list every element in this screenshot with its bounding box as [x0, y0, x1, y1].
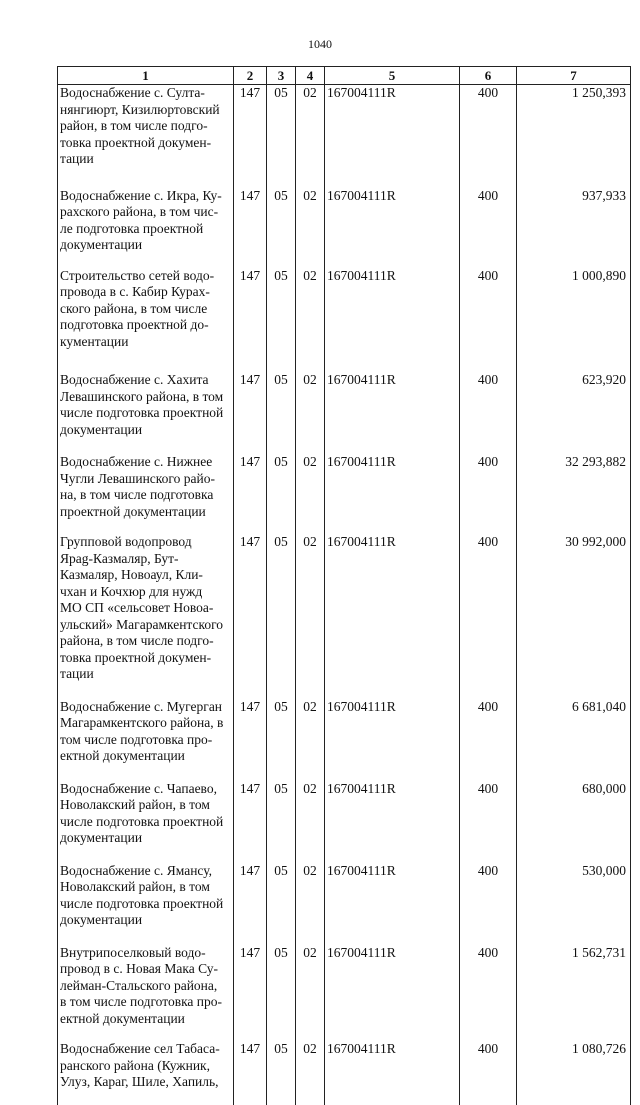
description-line: Водоснабжение с. Султа- [60, 85, 205, 100]
cell-expense-type: 400 [460, 188, 517, 268]
cell-amount: 1 080,726 [517, 1041, 631, 1105]
description-line: ектной документации [60, 748, 185, 763]
header-col-1: 1 [58, 67, 234, 85]
cell-amount: 6 681,040 [517, 699, 631, 781]
cell-amount: 30 992,000 [517, 534, 631, 699]
cell-amount: 937,933 [517, 188, 631, 268]
cell-target-article: 167004111R [325, 268, 460, 373]
cell-expense-type: 400 [460, 699, 517, 781]
description-line: документации [60, 912, 143, 927]
description-line: Внутрипоселковый водо- [60, 944, 206, 960]
description-line: Магарамкентского района, в [60, 715, 224, 730]
budget-table [57, 66, 631, 1105]
cell-subsection: 02 [296, 188, 325, 268]
description-line: нянгиюрт, Кизилюртовский [60, 101, 220, 117]
description-line: проектной документации [60, 503, 206, 519]
cell-admin-code: 147 [234, 699, 267, 781]
cell-subsection: 02 [296, 454, 325, 534]
description-line: ранского района (Кужник, [60, 1057, 210, 1073]
description-line: тации [60, 666, 94, 681]
description-line: Строительство сетей водо- [60, 267, 215, 283]
cell-section: 05 [267, 945, 296, 1042]
table-row [58, 945, 631, 1042]
cell-description [58, 699, 234, 781]
cell-target-article: 167004111R [325, 534, 460, 699]
description-line: района, в том числе подго- [60, 633, 214, 648]
description-line: Водоснабжение с. Икра, Ку- [60, 187, 222, 203]
description-line: ле подготовка проектной [60, 220, 204, 236]
description-line: Левашинского района, в том [60, 388, 224, 404]
cell-section: 05 [267, 372, 296, 454]
description-line: документации [60, 237, 143, 252]
cell-target-article: 167004111R [325, 85, 460, 188]
cell-admin-code: 147 [234, 188, 267, 268]
cell-target-article: 167004111R [325, 699, 460, 781]
description-line: тации [60, 151, 94, 166]
cell-amount: 680,000 [517, 781, 631, 863]
cell-subsection: 02 [296, 699, 325, 781]
table-row [58, 863, 631, 945]
cell-expense-type: 400 [460, 372, 517, 454]
description-line: Водоснабжение с. Нижнее [60, 454, 213, 469]
description-line: подготовка проектной до- [60, 317, 209, 332]
cell-subsection: 02 [296, 863, 325, 945]
description-line: рахского района, в том чис- [60, 204, 219, 219]
table-row [58, 454, 631, 534]
description-line: кументации [60, 333, 129, 349]
cell-subsection: 02 [296, 781, 325, 863]
cell-expense-type: 400 [460, 85, 517, 188]
table-row [58, 188, 631, 268]
description-line: Водоснабжение с. Ямансу, [60, 862, 213, 878]
cell-subsection: 02 [296, 85, 325, 188]
description-line: том числе подготовка про- [60, 731, 213, 747]
description-line: Водоснабжение с. Хахита [60, 372, 209, 387]
table-row [58, 781, 631, 863]
cell-description [58, 1041, 234, 1105]
description-line: ульский» Магарамкентского [60, 616, 224, 632]
cell-description [58, 781, 234, 863]
cell-section: 05 [267, 1041, 296, 1105]
cell-admin-code: 147 [234, 372, 267, 454]
cell-admin-code: 147 [234, 534, 267, 699]
header-col-4: 4 [296, 67, 325, 85]
cell-expense-type: 400 [460, 534, 517, 699]
description-line: Новолакский район, в том [60, 879, 210, 894]
page-number: 1040 [308, 37, 332, 51]
header-col-2: 2 [234, 67, 267, 85]
cell-admin-code: 147 [234, 945, 267, 1042]
cell-amount: 1 250,393 [517, 85, 631, 188]
cell-section: 05 [267, 85, 296, 188]
cell-admin-code: 147 [234, 781, 267, 863]
description-line: Групповой водопровод [60, 534, 192, 549]
cell-target-article: 167004111R [325, 781, 460, 863]
cell-amount: 1 000,890 [517, 268, 631, 373]
description-line: ектной документации [60, 1010, 185, 1026]
cell-section: 05 [267, 863, 296, 945]
table-row [58, 1041, 631, 1105]
cell-admin-code: 147 [234, 268, 267, 373]
table-row [58, 534, 631, 699]
cell-amount: 32 293,882 [517, 454, 631, 534]
cell-description [58, 863, 234, 945]
cell-expense-type: 400 [460, 945, 517, 1042]
cell-admin-code: 147 [234, 85, 267, 188]
description-line: документации [60, 421, 143, 437]
cell-section: 05 [267, 454, 296, 534]
header-row [58, 67, 631, 85]
header-col-3: 3 [267, 67, 296, 85]
cell-expense-type: 400 [460, 1041, 517, 1105]
cell-subsection: 02 [296, 1041, 325, 1105]
cell-target-article: 167004111R [325, 1041, 460, 1105]
table-row [58, 85, 631, 188]
description-line: товка проектной докумен- [60, 134, 212, 150]
cell-expense-type: 400 [460, 454, 517, 534]
description-line: чхан и Кочхюр для нужд [60, 583, 203, 599]
cell-subsection: 02 [296, 945, 325, 1042]
cell-description [58, 85, 234, 188]
table-row [58, 372, 631, 454]
cell-subsection: 02 [296, 268, 325, 373]
description-line: числе подготовка проектной [60, 405, 224, 420]
cell-section: 05 [267, 699, 296, 781]
description-line: лейман-Стальского района, [60, 977, 218, 993]
description-line: провода в с. Кабир Курах- [60, 284, 210, 299]
cell-amount: 1 562,731 [517, 945, 631, 1042]
description-line: Новолакский район, в том [60, 797, 210, 812]
cell-admin-code: 147 [234, 1041, 267, 1105]
cell-amount: 623,920 [517, 372, 631, 454]
cell-subsection: 02 [296, 534, 325, 699]
table-row [58, 268, 631, 373]
cell-description [58, 188, 234, 268]
description-line: Ярag-Казмаляр, Бут- [60, 550, 179, 566]
cell-expense-type: 400 [460, 781, 517, 863]
description-line: в том числе подготовка про- [60, 994, 223, 1009]
description-line: район, в том числе подго- [60, 118, 208, 133]
description-line: МО СП «сельсовет Новоа- [60, 600, 214, 615]
header-col-6: 6 [460, 67, 517, 85]
cell-section: 05 [267, 188, 296, 268]
cell-description [58, 268, 234, 373]
cell-target-article: 167004111R [325, 945, 460, 1042]
header-col-5: 5 [325, 67, 460, 85]
cell-target-article: 167004111R [325, 863, 460, 945]
cell-subsection: 02 [296, 372, 325, 454]
description-line: Водоснабжение с. Мугерган [60, 698, 223, 714]
description-line: документации [60, 830, 143, 845]
cell-expense-type: 400 [460, 863, 517, 945]
cell-description [58, 945, 234, 1042]
description-line: ского района, в том числе [60, 300, 208, 316]
cell-amount: 530,000 [517, 863, 631, 945]
description-line: Улуз, Караг, Шиле, Хапиль, [60, 1074, 219, 1089]
cell-description [58, 454, 234, 534]
description-line: Водоснабжение сел Табаса- [60, 1041, 220, 1056]
cell-section: 05 [267, 534, 296, 699]
cell-description [58, 534, 234, 699]
cell-target-article: 167004111R [325, 372, 460, 454]
description-line: числе подготовка проектной [60, 895, 224, 911]
description-line: числе подготовка проектной [60, 813, 224, 829]
cell-description [58, 372, 234, 454]
description-line: товка проектной докумен- [60, 649, 212, 665]
cell-target-article: 167004111R [325, 454, 460, 534]
cell-section: 05 [267, 268, 296, 373]
description-line: провод в с. Новая Мака Су- [60, 961, 219, 976]
cell-section: 05 [267, 781, 296, 863]
description-line: на, в том числе подготовка [60, 487, 214, 502]
description-line: Водоснабжение с. Чапаево, [60, 780, 217, 796]
description-line: Казмаляр, Новоаул, Кли- [60, 567, 203, 582]
description-line: Чугли Левашинского райо- [60, 470, 215, 486]
cell-target-article: 167004111R [325, 188, 460, 268]
table-row [58, 699, 631, 781]
header-col-7: 7 [517, 67, 631, 85]
cell-admin-code: 147 [234, 454, 267, 534]
cell-admin-code: 147 [234, 863, 267, 945]
cell-expense-type: 400 [460, 268, 517, 373]
